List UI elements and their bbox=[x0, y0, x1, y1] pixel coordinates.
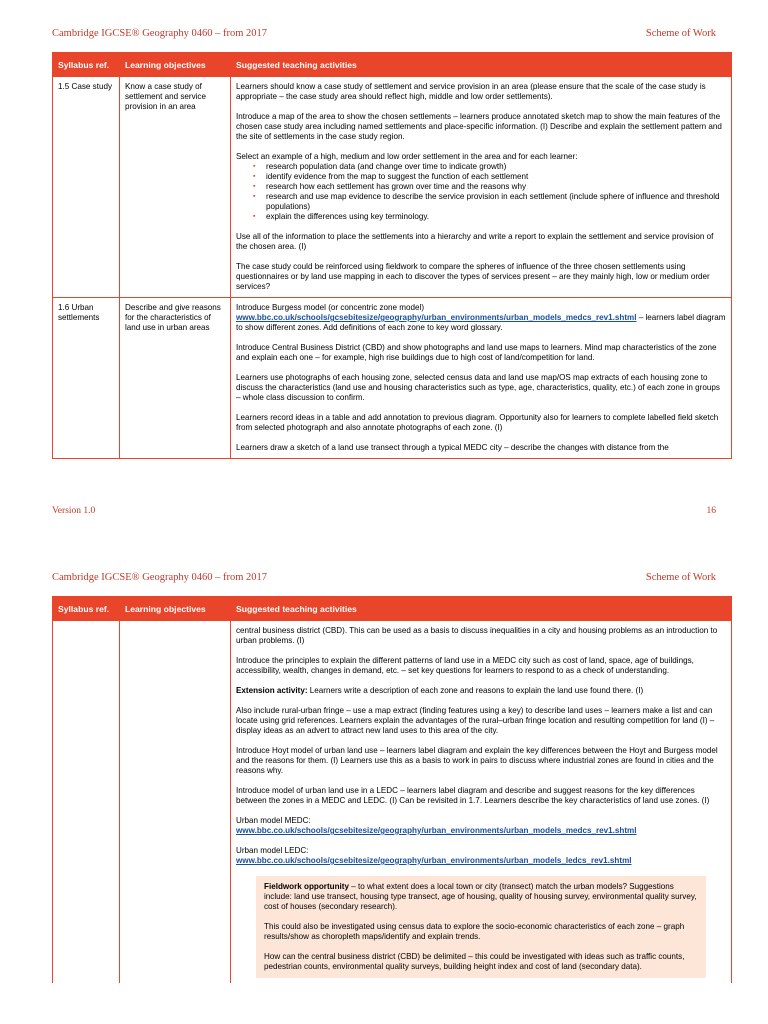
activity-paragraph: Also include rural-urban fringe – use a map extract (finding features using a key) to describe land uses – learners make a list and can locate using grid references. Learners explain the advantages of the rural–urban fringe location and resulting competition for land (I) – display ideas as an advert to attract new land uses to this area of the city. bbox=[236, 706, 715, 735]
document-page-17 bbox=[0, 540, 768, 1024]
header-title: Cambridge IGCSE® Geography 0460 – from 2017 bbox=[52, 572, 268, 583]
paragraph-text: – to what extent does a local town or city (transect) match the urban models? Suggestions include: land use transect, housing type transect, age of housing, quality of housing survey, environmental quality survey, cost of houses (secondary research). bbox=[264, 882, 697, 911]
bbc-urban-models-ledc-link[interactable]: www.bbc.co.uk/schools/gcsebitesize/geography/urban_environments/urban_models_ledcs_rev1.shtml bbox=[236, 856, 632, 865]
table-row bbox=[53, 77, 732, 298]
row-activities bbox=[231, 621, 732, 984]
row-objective: Know a case study of settlement and service provision in an area bbox=[120, 77, 231, 298]
activity-paragraph: Learners use photographs of each housing zone, selected census data and land use map/OS map extracts of each housing zone to discuss the characteristics (land use and housing characteristics such as type, age, characteristics, quality, etc.) of each zone in groups – whole class discussion to confirm. bbox=[236, 373, 720, 402]
table-header-row bbox=[53, 597, 732, 621]
col-syllabus-ref: Syllabus ref. bbox=[53, 53, 120, 77]
row-activities bbox=[231, 298, 732, 459]
activity-paragraph bbox=[236, 846, 726, 866]
activity-paragraph: central business district (CBD). This can be used as a basis to discuss inequalities in a city and housing problems as an introduction to urban problems. (I) bbox=[236, 626, 718, 645]
activity-paragraph: Introduce Hoyt model of urban land use – learners label diagram and explain the key differences between the Hoyt and Burgess model and the reasons for them. (I) Learners use this as a basis to work in pairs to discuss where industrial zones are found in cities and the reasons why. bbox=[236, 746, 718, 775]
activity-paragraph: The case study could be reinforced using fieldwork to compare the spheres of influence of the three chosen settlements using questionnaires or by land use mapping in each to discover the types of services present – are they mainly high, low or medium order services? bbox=[236, 262, 710, 291]
activity-paragraph: Use all of the information to place the settlements into a hierarchy and write a report to explain the settlement and service provision of the chosen area. (I) bbox=[236, 232, 714, 251]
box-paragraph: How can the central business district (CBD) be delimited – this could be investigated with ideas such as traffic counts, pedestrian counts, environmental quality surveys, building height index and cost of land (secondary data). bbox=[264, 952, 685, 971]
scheme-table bbox=[52, 596, 732, 983]
list-item: ▪ research how each settlement has grown over time and the reasons why bbox=[266, 182, 726, 192]
row-ref: 1.6 Urban settlements bbox=[53, 298, 120, 459]
list-item: ▪ research and use map evidence to describe the service provision in each settlement (include sphere of influence and threshold populations) bbox=[266, 192, 726, 212]
row-objective: Describe and give reasons for the characteristics of land use in urban areas bbox=[120, 298, 231, 459]
bbc-urban-models-medc-link[interactable]: www.bbc.co.uk/schools/gcsebitesize/geography/urban_environments/urban_models_medcs_rev1.shtml bbox=[236, 313, 637, 322]
list-item: ▪ identify evidence from the map to suggest the function of each settlement bbox=[266, 172, 726, 182]
activity-paragraph: Introduce the principles to explain the different patterns of land use in a MEDC city such as cost of land, space, age of buildings, accessibility, wealth, changes in demand, etc. – set key questions for learners to respond to as a check of understanding. bbox=[236, 656, 694, 675]
table-row bbox=[53, 621, 732, 984]
link-label: Urban model MEDC: bbox=[236, 816, 311, 825]
link-label: Urban model LEDC: bbox=[236, 846, 309, 855]
row-activities bbox=[231, 77, 732, 298]
table-header-row bbox=[53, 53, 732, 77]
header-scheme: Scheme of Work bbox=[645, 28, 716, 39]
row-ref bbox=[53, 621, 120, 984]
scheme-table bbox=[52, 52, 732, 459]
extension-activity-label: Extension activity: bbox=[236, 686, 308, 695]
activity-paragraph: Learners should know a case study of settlement and service provision in an area (please ensure that the scale of the case study is appropriate – the case study area should reflect high, middle and low order settlements). bbox=[236, 82, 706, 101]
list-item: ▪ explain the differences using key terminology. bbox=[266, 212, 726, 222]
bbc-urban-models-medc-link[interactable]: www.bbc.co.uk/schools/gcsebitesize/geography/urban_environments/urban_models_medcs_rev1.shtml bbox=[236, 826, 637, 835]
header-scheme: Scheme of Work bbox=[645, 572, 716, 583]
box-paragraph: This could also be investigated using census data to explore the socio-economic characteristics of each zone – graph results/show as choropleth maps/identify and explain trends. bbox=[264, 922, 685, 941]
activity-paragraph: Select an example of a high, medium and low order settlement in the area and for each learner: bbox=[236, 152, 578, 161]
col-learning-objectives: Learning objectives bbox=[120, 597, 231, 621]
list-item: ▪ research population data (and change over time to indicate growth) bbox=[266, 162, 726, 172]
row-ref: 1.5 Case study bbox=[53, 77, 120, 298]
activity-paragraph bbox=[236, 303, 726, 333]
paragraph-text: Learners write a description of each zone and reasons to explain the land use found there. (I) bbox=[307, 686, 644, 695]
activity-paragraph: Learners draw a sketch of a land use transect through a typical MEDC city – describe the changes with distance from the bbox=[236, 443, 669, 452]
table-row bbox=[53, 298, 732, 459]
activity-paragraph: Introduce model of urban land use in a LEDC – learners label diagram and describe and suggest reasons for the key differences between the zones in a MEDC and LEDC. (I) Can be revisited in 1.7. Learners describe the key characteristics of land use zones. (I) bbox=[236, 786, 710, 805]
paragraph-text: – learners label diagram to show different zones. Add definitions of each zone to key word glossary. bbox=[236, 313, 726, 332]
paragraph-text: Introduce Burgess model (or concentric zone model) bbox=[236, 303, 425, 312]
footer-version: Version 1.0 bbox=[52, 506, 96, 516]
activity-paragraph bbox=[236, 686, 726, 696]
activity-paragraph: Learners record ideas in a table and add annotation to previous diagram. Opportunity also for learners to complete labelled field sketch from selected photograph and also annotate photographs of each zone. (I) bbox=[236, 413, 719, 432]
box-title: Fieldwork opportunity bbox=[264, 882, 349, 891]
box-paragraph bbox=[264, 882, 698, 912]
header-title: Cambridge IGCSE® Geography 0460 – from 2017 bbox=[52, 28, 268, 39]
activity-paragraph bbox=[236, 816, 726, 836]
col-syllabus-ref: Syllabus ref. bbox=[53, 597, 120, 621]
col-learning-objectives: Learning objectives bbox=[120, 53, 231, 77]
row-objective bbox=[120, 621, 231, 984]
activity-bullets bbox=[236, 162, 726, 222]
activity-paragraph: Introduce a map of the area to show the chosen settlements – learners produce annotated sketch map to show the main features of the chosen case study area including named settlements and place-specific information. (I) Describe and explain the settlement pattern and the site of settlements in the case study region. bbox=[236, 112, 722, 141]
footer-page-number: 16 bbox=[706, 506, 716, 516]
col-teaching-activities: Suggested teaching activities bbox=[231, 53, 732, 77]
activity-paragraph: Introduce Central Business District (CBD) and show photographs and land use maps to learners. Mind map characteristics of the zone and explain each one – for example, high rise buildings due to high cost of land/competition for land. bbox=[236, 343, 717, 362]
fieldwork-opportunity-box bbox=[256, 876, 706, 978]
col-teaching-activities: Suggested teaching activities bbox=[231, 597, 732, 621]
